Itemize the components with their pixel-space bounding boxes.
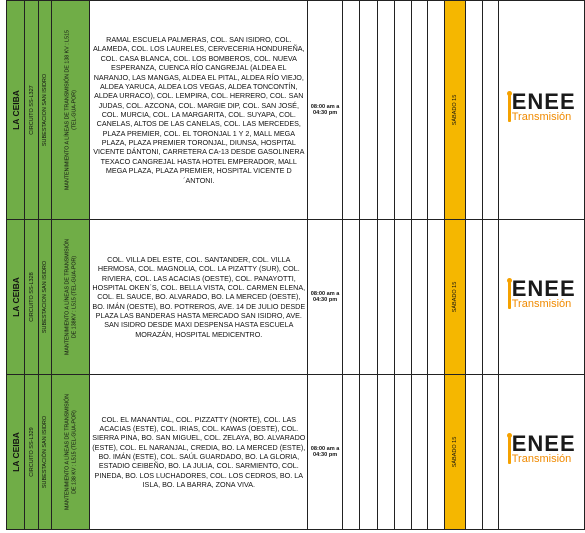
area-label: LA CEIBA	[10, 432, 21, 472]
empty-cell	[342, 220, 359, 375]
circuit-cell	[25, 1, 39, 220]
logo-wordmark: ENEE	[511, 276, 576, 302]
empty-cell	[427, 1, 444, 220]
substation-cell	[38, 375, 52, 530]
logo-mark-icon	[508, 437, 511, 464]
empty-cell	[377, 220, 394, 375]
enee-logo	[508, 276, 576, 311]
empty-cell	[360, 1, 377, 220]
work-label	[64, 30, 77, 190]
empty-cell	[394, 1, 411, 220]
work-label-line1: MANTENIMIENTO A LÍNEAS DE TRANSMISIÓN	[64, 238, 71, 356]
time-end: 04:30 pm	[312, 110, 338, 116]
day-cell	[445, 1, 465, 220]
empty-cell	[394, 375, 411, 530]
time-end: 04:30 pm	[312, 297, 338, 303]
substation-label: SUBESTACION SAN ISIDRO	[42, 73, 49, 147]
empty-cell	[482, 375, 498, 530]
area-label: LA CEIBA	[10, 90, 21, 130]
work-cell	[52, 220, 90, 375]
affected-areas: COL. EL MANANTIAL, COL. PIZZATTY (NORTE), COL. LAS ACACIAS (ESTE), COL. IRIAS, COL. KAWAS (OESTE), COL. SIERRA PINA, BO. SAN MIGUEL, COL. ZELAYA, BO. ALVARADO (ESTE), COL. EL NARANJAL, CREDIA, BO. LA MERCED (ESTE), BO. IMÁN (ESTE), COL. SAÚL GUARDADO, BO. LA GLORIA, ESTADIO CEIBEÑO, BO. LA JULIA, COL. SARMIENTO, COL. PINEDA, BO. LOS LUCHADORES, COL. LOS CEDROS, BO. LA ISLA, BO. LA BARRA, ZONA VIVA.	[90, 375, 308, 530]
table-row	[7, 375, 585, 530]
circuit-label: CIRCUITO SS-L328	[28, 272, 35, 322]
empty-cell	[412, 375, 427, 530]
empty-cell	[377, 375, 394, 530]
area-label: LA CEIBA	[10, 277, 21, 317]
area-cell	[7, 1, 25, 220]
empty-cell	[427, 220, 444, 375]
enee-logo	[508, 431, 576, 466]
table-row	[7, 220, 585, 375]
empty-cell	[342, 375, 359, 530]
day-label: SÁBADO 15	[451, 94, 458, 126]
time-end: 04:30 pm	[312, 452, 338, 458]
affected-areas: RAMAL ESCUELA PALMERAS, COL. SAN ISIDRO, COL. ALAMEDA, COL. LOS LAURELES, CERVECERIA HONDUREÑA, COL. CASA BLANCA, COL. LOS BOMBEROS, COL. NUEVA ESPERANZA, CUENCA RÍO CANGREJAL (ALDEA EL NARANJO, LAS MANGAS, ALDEA EL PITAL, ALDEA RÍO VIEJO, ALDEA YARUCA, ALDEA LOS VEGAS, ALDEA TONCONTÍN, ALDEA URRACO), COL. LEMPIRA, COL. HERRERO, COL. SAN JUDAS, COL. AZCONA, COL. MARGIE DIP, COL. SAN JOSÉ, COL. MURCIA, COL. LA MARGARITA, COL. SUYAPA, COL. CANELAS, ALTOS DE LAS CANELAS, COL. LAS MERCEDES, PLAZA PREMIER, COL. EL TORONJAL 1 Y 2, MALL MEGA PLAZA, PLAZA PREMIER TORONJAL, DIUNSA, HOSPITAL VICENTE DÁNTONI, CARRETERA CA-13 DESDE GASOLINERA TEXACO CANGREJAL HASTA HOTEL EMPERADOR, MALL MEGA PLAZA, PLAZA PREMIER, HOSPITAL VICENTE D´ANTONI.	[90, 1, 308, 220]
logo-cell	[499, 1, 585, 220]
work-cell	[52, 1, 90, 220]
enee-logo	[508, 89, 576, 124]
work-label-line1: MANTENIMIENTO A LÍNEAS DE TRANSMISIÓN	[64, 393, 71, 511]
day-label: SÁBADO 15	[451, 281, 458, 313]
empty-cell	[465, 375, 482, 530]
empty-cell	[394, 220, 411, 375]
outage-schedule-table	[6, 0, 585, 530]
empty-cell	[427, 375, 444, 530]
day-cell	[445, 220, 465, 375]
affected-areas: COL. VILLA DEL ESTE, COL. SANTANDER, COL. VILLA HERMOSA, COL. MAGNOLIA, COL. LA PIZATTY (SUR), COL. RIVIERA, COL. LAS ACACIAS (OESTE), COL. PANAYOTTI, HOSPITAL OKEN´S, COL. BELLA VISTA, COL. CARMEN ELENA, COL. EL SAUCE, BO. ALVARADO, BO. LA MERCED (OESTE), BO. IMÁN (OESTE), BO. POTREROS, AVE. 14 DE JULIO DESDE PLAZA LAS BANDERAS HASTA MERCADO SAN ISIDRO, AVE. SAN ISIDRO DESDE MAXI DESPENSA HASTA ESCUELA MORAZÁN, HOSPITAL MEDICENTRO.	[90, 220, 308, 375]
work-label-line1: MANTENIMIENTO A LÍNEAS DE TRANSMISIÓN DE 138 KV : L515	[64, 30, 71, 190]
time-cell	[308, 220, 342, 375]
work-label-line2: DE 138KV : L515 (TEL-GUA-POR)	[70, 255, 77, 339]
logo-subtitle: Transmisión	[511, 453, 572, 466]
logo-cell	[499, 220, 585, 375]
empty-cell	[360, 220, 377, 375]
empty-cell	[465, 1, 482, 220]
empty-cell	[412, 220, 427, 375]
circuit-cell	[25, 375, 39, 530]
empty-cell	[360, 375, 377, 530]
work-label	[64, 239, 77, 355]
logo-mark-icon	[508, 95, 511, 122]
substation-cell	[38, 220, 52, 375]
work-label-line2: DE 138 KV : L515 (TEL-GUA-POR)	[70, 410, 77, 494]
substation-cell	[38, 1, 52, 220]
area-cell	[7, 220, 25, 375]
empty-cell	[412, 1, 427, 220]
logo-wordmark: ENEE	[511, 89, 576, 115]
circuit-label: CIRCUITO SS-L329	[28, 427, 35, 477]
empty-cell	[482, 1, 498, 220]
logo-subtitle: Transmisión	[511, 111, 572, 124]
substation-label: SUBESTACION SAN ISIDRO	[42, 260, 49, 334]
empty-cell	[377, 1, 394, 220]
logo-mark-icon	[508, 282, 511, 309]
logo-wordmark: ENEE	[511, 431, 576, 457]
circuit-label: CIRCUITO SS-L327	[28, 85, 35, 135]
day-label: SÁBADO 15	[451, 436, 458, 468]
time-start: 08:00 am a	[310, 291, 340, 297]
time-cell	[308, 1, 342, 220]
table-row	[7, 1, 585, 220]
circuit-cell	[25, 220, 39, 375]
logo-cell	[499, 375, 585, 530]
empty-cell	[465, 220, 482, 375]
area-cell	[7, 375, 25, 530]
empty-cell	[482, 220, 498, 375]
day-cell	[445, 375, 465, 530]
time-cell	[308, 375, 342, 530]
work-cell	[52, 375, 90, 530]
time-start: 08:00 am a	[310, 104, 340, 110]
logo-subtitle: Transmisión	[511, 298, 572, 311]
time-start: 08:00 am a	[310, 446, 340, 452]
work-label-line2: (TEL-GUA-POR)	[70, 90, 77, 130]
work-label	[64, 394, 77, 510]
empty-cell	[342, 1, 359, 220]
substation-label: SUBESTACIÓN SAN ISIDRO	[42, 415, 49, 489]
